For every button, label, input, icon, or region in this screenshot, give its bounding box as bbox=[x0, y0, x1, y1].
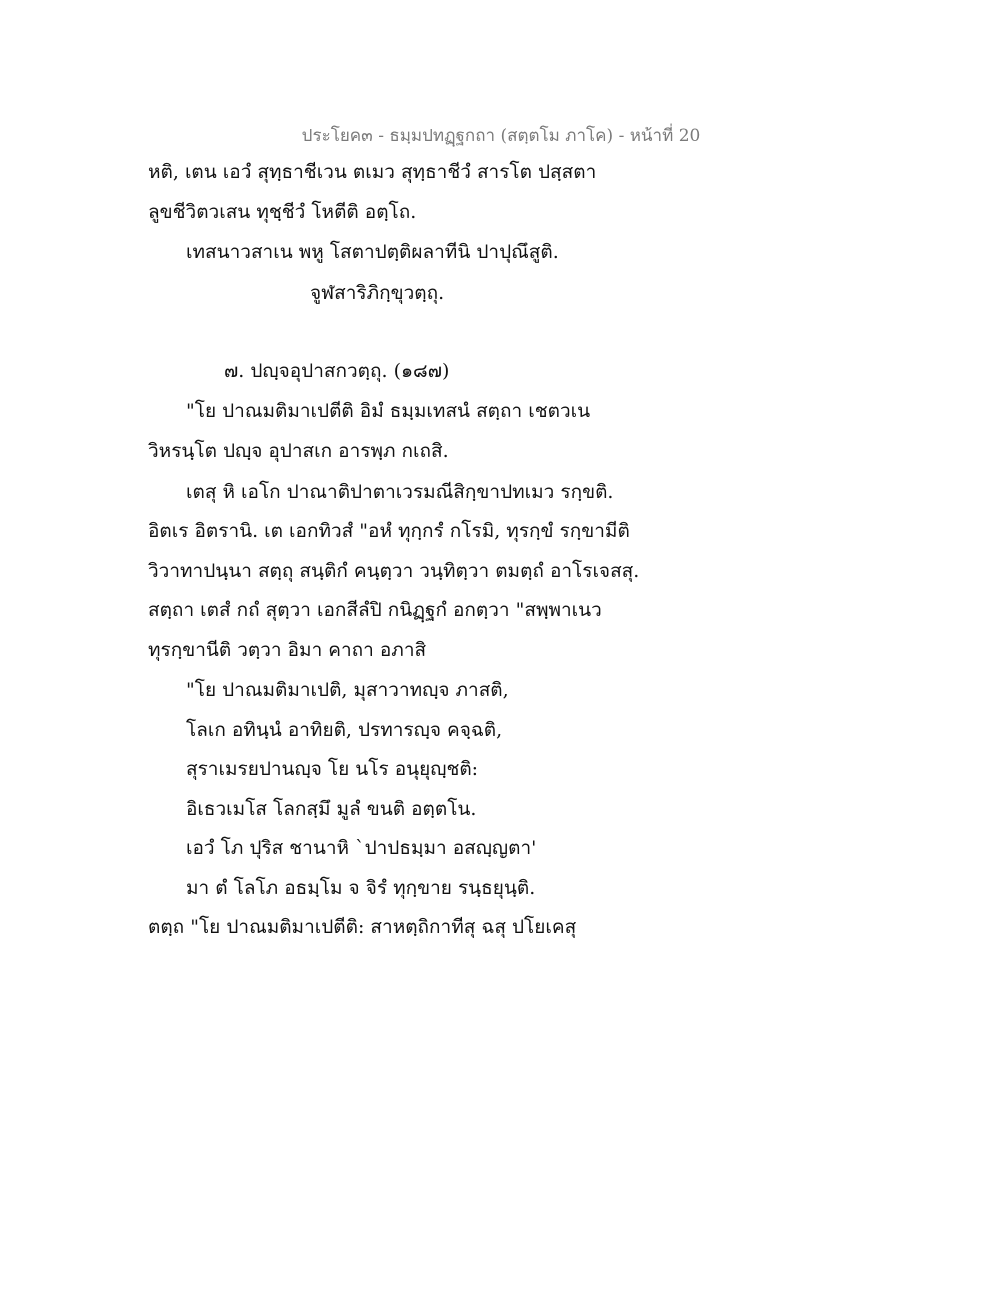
text-line: อิตเร อิตรานิ. เต เอกทิวสํ "อหํ ทุกฺกรํ กโรมิ, ทุรกฺขํ รกฺขามีติ bbox=[148, 520, 630, 542]
text-line: "โย ปาณมติมาเปตีติ อิมํ ธมฺมเทสนํ สตฺถา เชตวเน bbox=[186, 400, 591, 422]
text-line: วิหรนฺโต ปญฺจ อุปาสเก อารพฺภ กเถสิ. bbox=[148, 440, 449, 462]
verse-line: มา ตํ โลโภ อธมฺโม จ จิรํ ทุกฺขาย รนฺธยุนฺติ. bbox=[186, 877, 536, 899]
running-header-text: ประโยค๓ - ธมฺมปทฏฺฐกถา (สตฺตโม ภาโค) - หน้าที่ 20 bbox=[301, 126, 701, 146]
text-line: เตสุ หิ เอโก ปาณาติปาตาเวรมณีสิกฺขาปทเมว รกฺขติ. bbox=[186, 481, 614, 503]
verse-line: "โย ปาณมติมาเปติ, มุสาวาทญฺจ ภาสติ, bbox=[186, 679, 509, 701]
section-end-title: จูฬสาริภิกฺขุวตฺถุ. bbox=[310, 282, 445, 304]
text-line: ตตฺถ "โย ปาณมติมาเปตีติ: สาหตฺถิกาทีสุ ฉสุ ปโยเคสุ bbox=[148, 916, 577, 938]
text-line: วิวาทาปนฺนา สตฺถุ สนฺติกํ คนฺตฺวา วนฺทิตฺวา ตมตฺถํ อาโรเจสสุ. bbox=[148, 560, 640, 582]
running-header bbox=[0, 122, 1000, 149]
verse-line: สุราเมรยปานญฺจ โย นโร อนุยุญฺชติ: bbox=[186, 758, 479, 780]
section-title: ๗. ปญฺจอุปาสกวตฺถุ. (๑๘๗) bbox=[224, 360, 450, 382]
verse-line: เอวํ โภ ปุริส ชานาหิ `ปาปธมฺมา อสญฺญตา' bbox=[186, 837, 537, 859]
text-line: เทสนาวสาเน พหู โสตาปตฺติผลาทีนิ ปาปุณึสูติ. bbox=[186, 241, 559, 263]
text-line: ลูขชีวิตวเสน ทุชฺชีวํ โหตีติ อตฺโถ. bbox=[148, 201, 417, 223]
verse-line: โลเก อทินฺนํ อาทิยติ, ปรทารญฺจ คจฺฉติ, bbox=[186, 719, 503, 741]
verse-line: อิเธวเมโส โลกสฺมึ มูลํ ขนติ อตฺตโน. bbox=[186, 798, 477, 820]
text-line: ทุรกฺขานีติ วตฺวา อิมา คาถา อภาสิ bbox=[148, 639, 427, 661]
text-line: สตฺถา เตสํ กถํ สุตฺวา เอกสีลํปิ กนิฏฺฐกํ อกตฺวา "สพฺพาเนว bbox=[148, 599, 602, 621]
text-line: หติ, เตน เอวํ สุทฺธาชีเวน ตเมว สุทฺธาชีวํ สารโต ปสฺสตา bbox=[148, 161, 597, 183]
